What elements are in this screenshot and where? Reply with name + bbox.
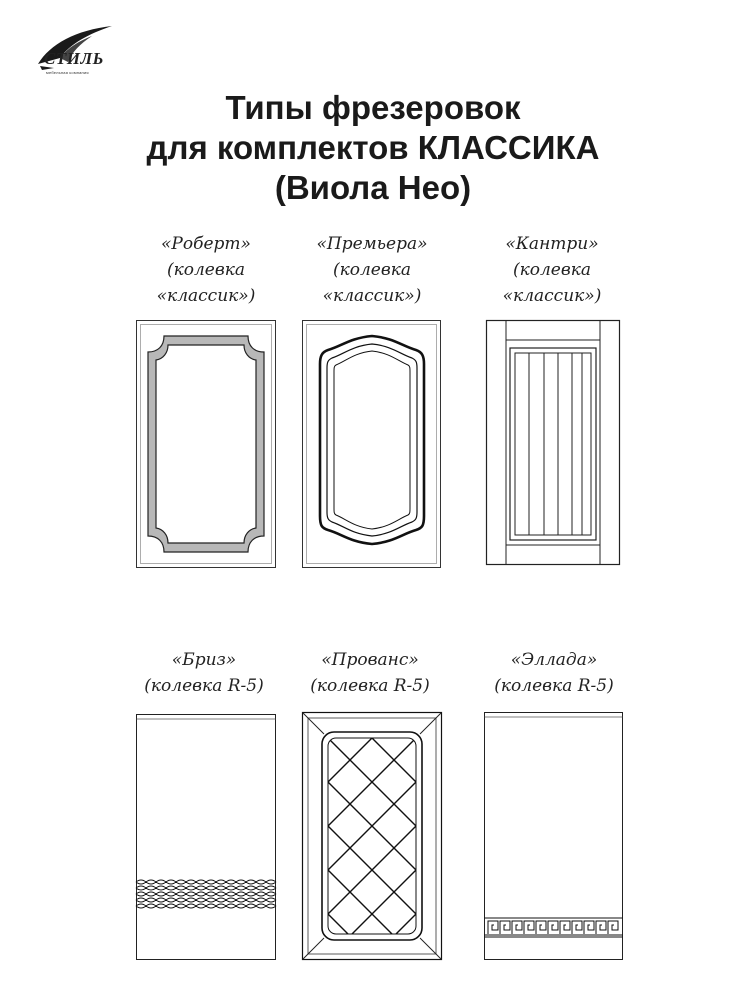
door-ellada — [484, 712, 623, 960]
logo-tagline: мебельная компания — [46, 70, 89, 75]
caption-provans: «Прованс» (колевка R-5) — [310, 650, 430, 696]
title-line-3: (Виола Нео) — [274, 169, 472, 206]
door-briz — [136, 714, 276, 960]
title-line-1: Типы фрезеровок — [225, 89, 521, 126]
caption-kantri: «Кантри» (колевка «классик») — [502, 234, 602, 306]
caption-robert: «Роберт» (колевка «классик») — [156, 234, 256, 306]
door-provans — [302, 712, 442, 960]
door-kantri — [486, 320, 620, 565]
door-premiera — [302, 320, 441, 568]
caption-ellada: «Эллада» (колевка R-5) — [494, 650, 614, 696]
page-title — [0, 88, 746, 208]
caption-premiera: «Премьера» (колевка «классик») — [316, 234, 428, 306]
logo-wordmark: СТИЛЬ — [44, 49, 104, 68]
door-robert — [136, 320, 276, 568]
caption-briz: «Бриз» (колевка R-5) — [144, 650, 264, 696]
title-line-2: для комплектов КЛАССИКА — [146, 129, 600, 166]
